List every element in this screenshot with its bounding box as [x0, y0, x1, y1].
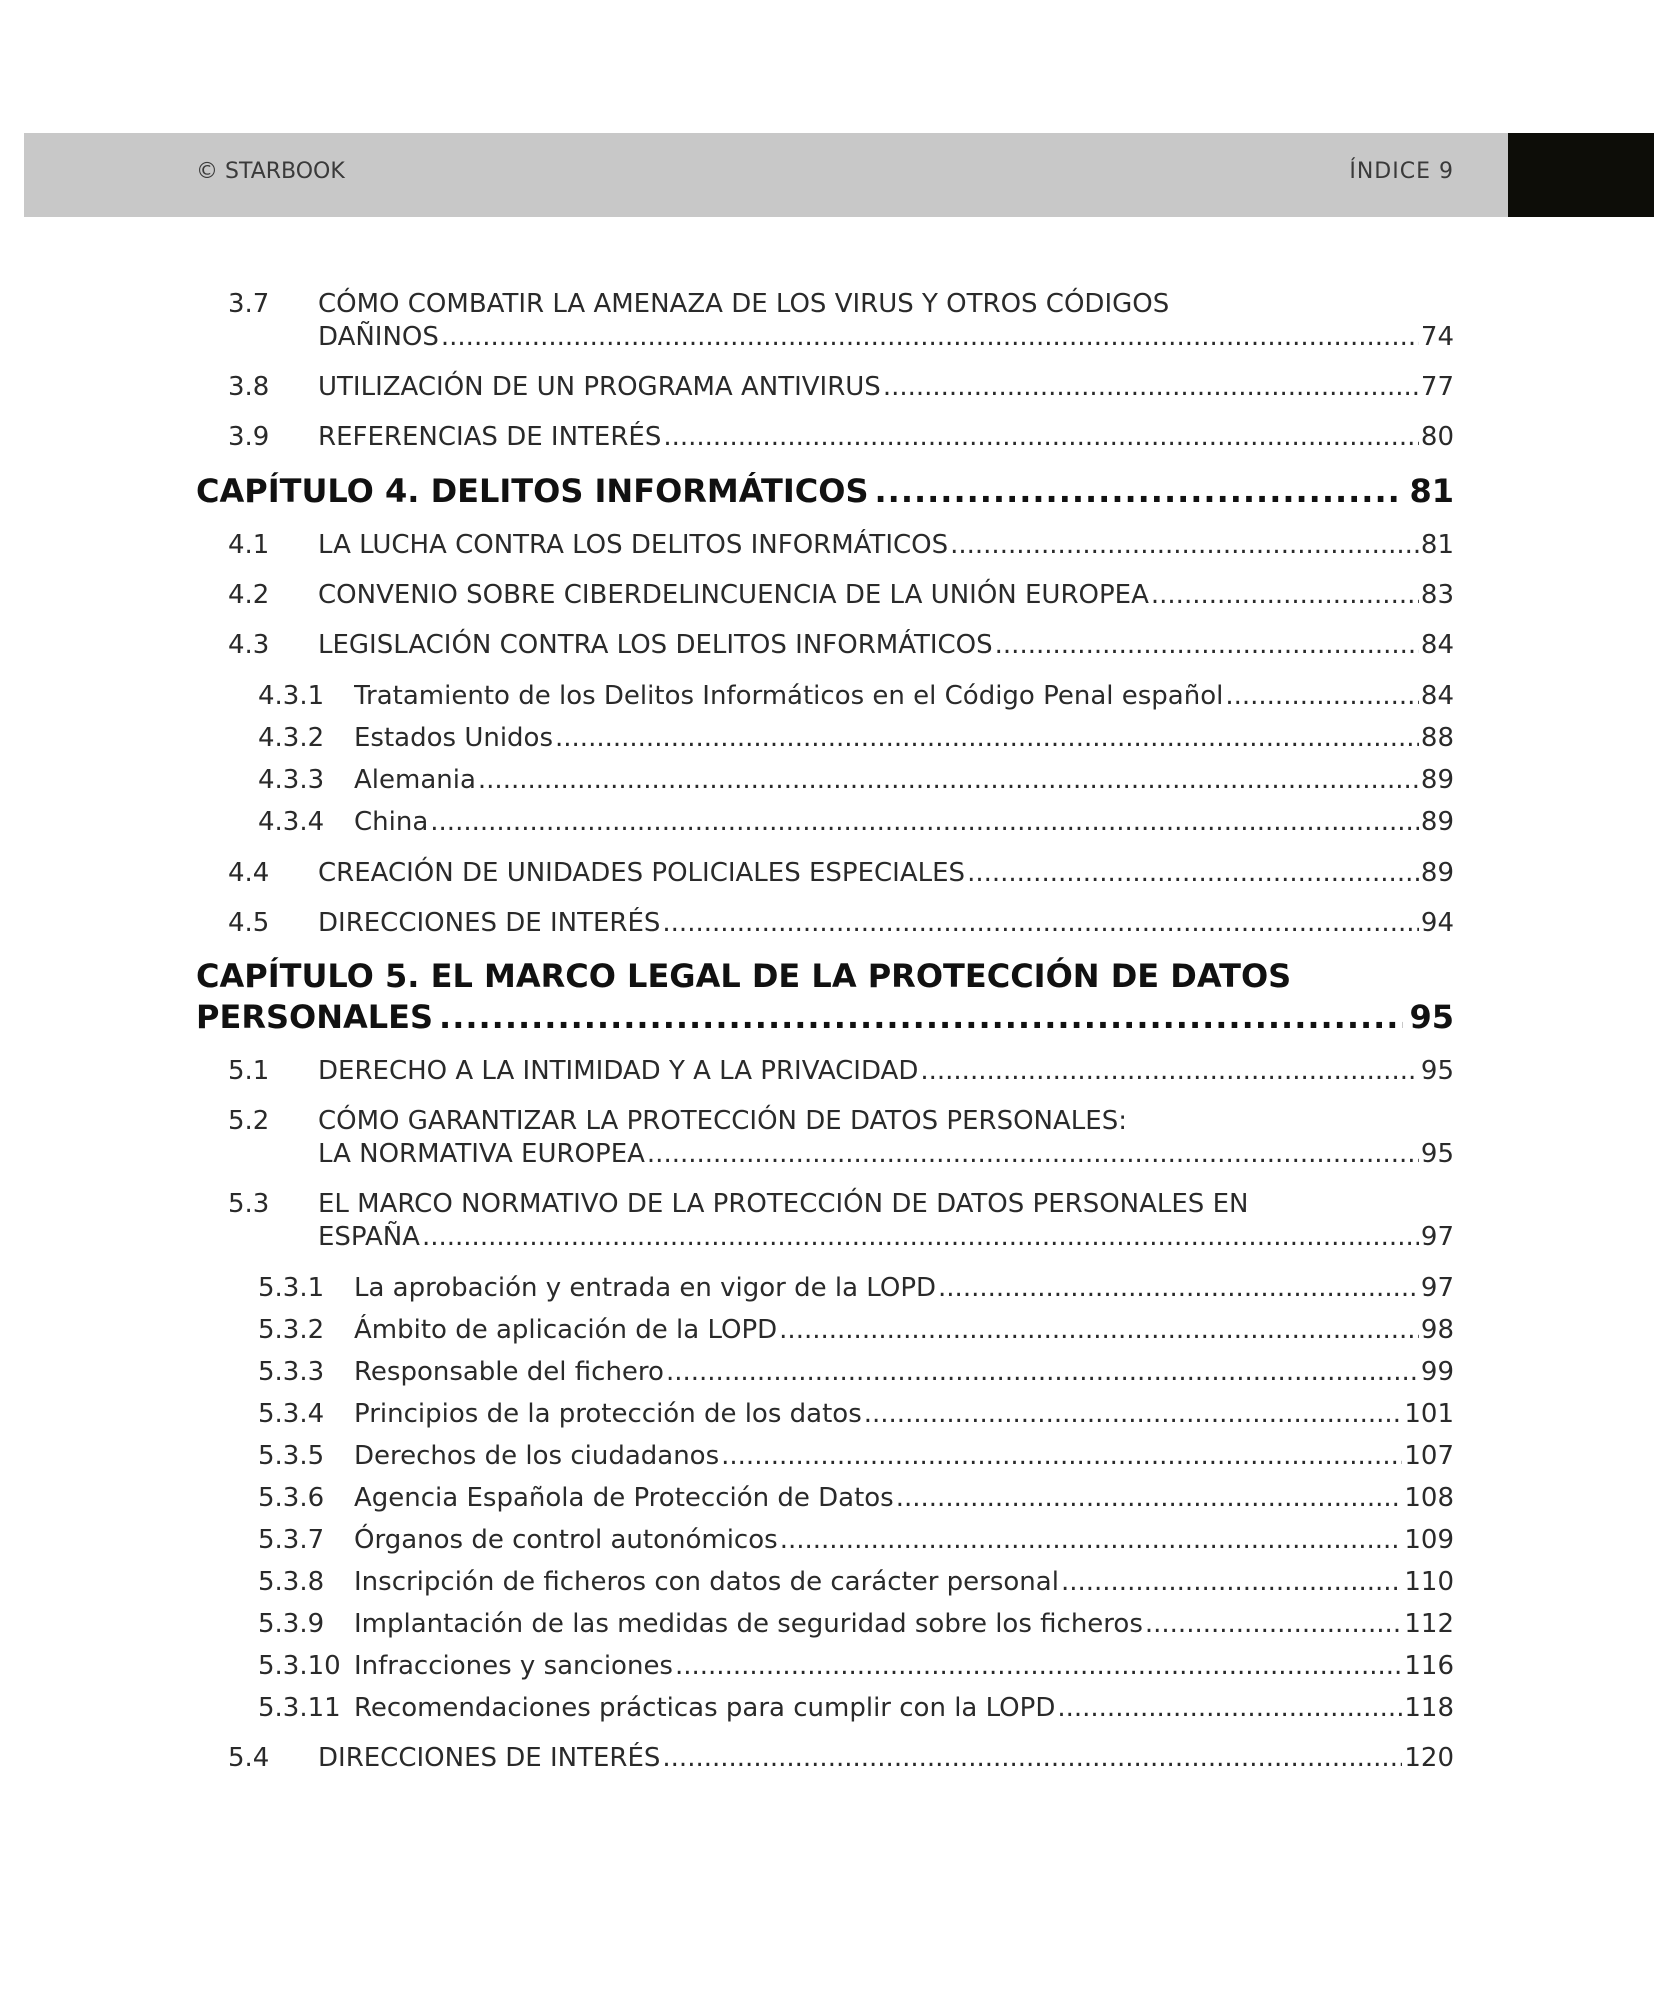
toc-entry-number: 3.7: [228, 289, 270, 319]
dot-leader: [875, 471, 1404, 511]
toc-entry-title: Tratamiento de los Delitos Informáticos en el Código Penal español: [354, 681, 1224, 711]
toc-entry-number: 5.3.5: [258, 1441, 325, 1471]
dot-leader: [662, 906, 1419, 940]
toc-entry-title: Principios de la protección de los datos: [354, 1399, 862, 1429]
publisher-label: © STARBOOK: [196, 159, 345, 184]
dot-leader: [1145, 1607, 1402, 1641]
dot-leader: [864, 1397, 1403, 1431]
toc-chapter-title: CAPÍTULO 4. DELITOS INFORMÁTICOS: [196, 472, 869, 510]
toc-page-number: 101: [1404, 1399, 1454, 1429]
dot-leader: [938, 1271, 1419, 1305]
toc-entry-title: UTILIZACIÓN DE UN PROGRAMA ANTIVIRUS: [318, 372, 881, 402]
toc-entry-title: Agencia Española de Protección de Datos: [354, 1483, 894, 1513]
dot-leader: [721, 1439, 1402, 1473]
toc-entry-title: Estados Unidos: [354, 723, 554, 753]
toc-page-number: 120: [1404, 1743, 1454, 1773]
toc-entry-number: 4.4: [228, 858, 270, 888]
toc-entry-title: CÓMO GARANTIZAR LA PROTECCIÓN DE DATOS PERSONALES:: [318, 1106, 1127, 1136]
section-page-label: ÍNDICE 9: [1349, 159, 1454, 184]
toc-page-number: 84: [1420, 630, 1454, 660]
toc-page-number: 89: [1420, 765, 1454, 795]
dot-leader: [663, 420, 1419, 454]
dot-leader: [666, 1355, 1419, 1389]
toc-page-number: 99: [1420, 1357, 1454, 1387]
dot-leader: [779, 1313, 1419, 1347]
dot-leader: [422, 1220, 1419, 1254]
dot-leader: [1225, 679, 1419, 713]
dot-leader: [439, 997, 1403, 1037]
dot-leader: [950, 528, 1419, 562]
toc-entry-title: DIRECCIONES DE INTERÉS: [318, 908, 661, 938]
toc-entry-title-cont: ESPAÑA: [318, 1222, 420, 1252]
toc-entry-number: 5.3.6: [258, 1483, 325, 1513]
toc-entry-number: 4.3.2: [258, 723, 325, 753]
toc-entry-title: CÓMO COMBATIR LA AMENAZA DE LOS VIRUS Y OTROS CÓDIGOS: [318, 289, 1170, 319]
toc-page-number: 118: [1404, 1693, 1454, 1723]
toc-entry-title: Recomendaciones prácticas para cumplir con la LOPD: [354, 1693, 1056, 1723]
dot-leader: [883, 370, 1419, 404]
dot-leader: [662, 1741, 1402, 1775]
dot-leader: [1151, 578, 1419, 612]
toc-page-number: 89: [1420, 858, 1454, 888]
toc-entry-title: Responsable del fichero: [354, 1357, 664, 1387]
toc-entry-number: 5.3.3: [258, 1357, 325, 1387]
toc-entry-title: Órganos de control autonómicos: [354, 1525, 778, 1555]
toc-entry-title: Alemania: [354, 765, 476, 795]
dot-leader: [647, 1137, 1419, 1171]
toc-page-number: 110: [1404, 1567, 1454, 1597]
dot-leader: [896, 1481, 1403, 1515]
toc-entry-number: 3.9: [228, 422, 270, 452]
dot-leader: [1057, 1691, 1402, 1725]
toc-page-number: 88: [1420, 723, 1454, 753]
toc-page-number: 83: [1420, 580, 1454, 610]
toc-entry-title: REFERENCIAS DE INTERÉS: [318, 422, 662, 452]
toc-entry-number: 4.3: [228, 630, 270, 660]
toc-entry-number: 5.3.11: [258, 1693, 341, 1723]
toc-page-number: 98: [1420, 1315, 1454, 1345]
toc-entry-title: DERECHO A LA INTIMIDAD Y A LA PRIVACIDAD: [318, 1056, 919, 1086]
toc-page-number: 84: [1420, 681, 1454, 711]
toc-page-number: 94: [1420, 908, 1454, 938]
toc-entry-number: 5.3.9: [258, 1609, 325, 1639]
toc-entry-number: 5.3.1: [258, 1273, 325, 1303]
dot-leader: [967, 856, 1419, 890]
toc-page-number: 95: [1420, 1056, 1454, 1086]
toc-entry-number: 5.4: [228, 1743, 270, 1773]
toc-page-number: 97: [1420, 1273, 1454, 1303]
dot-leader: [555, 721, 1419, 755]
toc-entry-number: 4.3.4: [258, 807, 325, 837]
toc-page-number: 80: [1420, 422, 1454, 452]
toc-page-number: 108: [1404, 1483, 1454, 1513]
toc-page-number: 74: [1420, 322, 1454, 352]
toc-page-number: 107: [1404, 1441, 1454, 1471]
toc-entry-number: 5.3.4: [258, 1399, 325, 1429]
toc-entry-title: CREACIÓN DE UNIDADES POLICIALES ESPECIALES: [318, 858, 966, 888]
toc-entry-title: Ámbito de aplicación de la LOPD: [354, 1315, 778, 1345]
toc-entry-title: Infracciones y sanciones: [354, 1651, 673, 1681]
toc-entry-title: DIRECCIONES DE INTERÉS: [318, 1743, 661, 1773]
toc-entry-title: Derechos de los ciudadanos: [354, 1441, 720, 1471]
toc-entry-title: Inscripción de ficheros con datos de carácter personal: [354, 1567, 1059, 1597]
toc-entry-title: La aprobación y entrada en vigor de la LOPD: [354, 1273, 937, 1303]
toc-entry-number: 5.3: [228, 1189, 270, 1219]
toc-page-number: 112: [1404, 1609, 1454, 1639]
toc-entry-title: Implantación de las medidas de seguridad sobre los ficheros: [354, 1609, 1143, 1639]
toc-entry-number: 5.3.7: [258, 1525, 325, 1555]
toc-entry-title-cont: LA NORMATIVA EUROPEA: [318, 1139, 645, 1169]
dot-leader: [675, 1649, 1402, 1683]
dot-leader: [920, 1054, 1419, 1088]
toc-page-number: 97: [1420, 1222, 1454, 1252]
toc-entry-title: China: [354, 807, 429, 837]
toc-entry-number: 4.3.3: [258, 765, 325, 795]
toc-page-number: 95: [1420, 1139, 1454, 1169]
toc-page-number: 77: [1420, 372, 1454, 402]
toc-chapter-title: CAPÍTULO 5. EL MARCO LEGAL DE LA PROTECCIÓN DE DATOS: [196, 957, 1292, 995]
toc-entry-number: 4.3.1: [258, 681, 325, 711]
dot-leader: [478, 763, 1419, 797]
toc-page-number: 116: [1404, 1651, 1454, 1681]
dot-leader: [1061, 1565, 1402, 1599]
toc-entry-number: 4.5: [228, 908, 270, 938]
dot-leader: [430, 805, 1419, 839]
toc-entry-number: 5.2: [228, 1106, 270, 1136]
toc-entry-number: 5.3.10: [258, 1651, 341, 1681]
toc-entry-number: 5.1: [228, 1056, 270, 1086]
toc-entry-number: 4.2: [228, 580, 270, 610]
dot-leader: [780, 1523, 1403, 1557]
toc-chapter-title-cont: PERSONALES: [196, 998, 434, 1036]
toc-page-number: 109: [1404, 1525, 1454, 1555]
toc-entry-number: 5.3.8: [258, 1567, 325, 1597]
toc-entry-title-cont: DAÑINOS: [318, 322, 439, 352]
toc-entry-title: LA LUCHA CONTRA LOS DELITOS INFORMÁTICOS: [318, 530, 949, 560]
header-corner-block: [1508, 133, 1654, 217]
toc-entry-number: 4.1: [228, 530, 270, 560]
toc-page-number: 89: [1420, 807, 1454, 837]
toc-page-number: 81: [1409, 472, 1454, 510]
toc-entry-title: EL MARCO NORMATIVO DE LA PROTECCIÓN DE DATOS PERSONALES EN: [318, 1189, 1249, 1219]
toc-entry-title: CONVENIO SOBRE CIBERDELINCUENCIA DE LA UNIÓN EUROPEA: [318, 580, 1149, 610]
toc-page-number: 81: [1420, 530, 1454, 560]
dot-leader: [995, 628, 1419, 662]
toc-entry-title: LEGISLACIÓN CONTRA LOS DELITOS INFORMÁTICOS: [318, 630, 993, 660]
toc-entry-number: 5.3.2: [258, 1315, 325, 1345]
dot-leader: [441, 320, 1419, 354]
toc-page-number: 95: [1409, 998, 1454, 1036]
toc-entry-number: 3.8: [228, 372, 270, 402]
